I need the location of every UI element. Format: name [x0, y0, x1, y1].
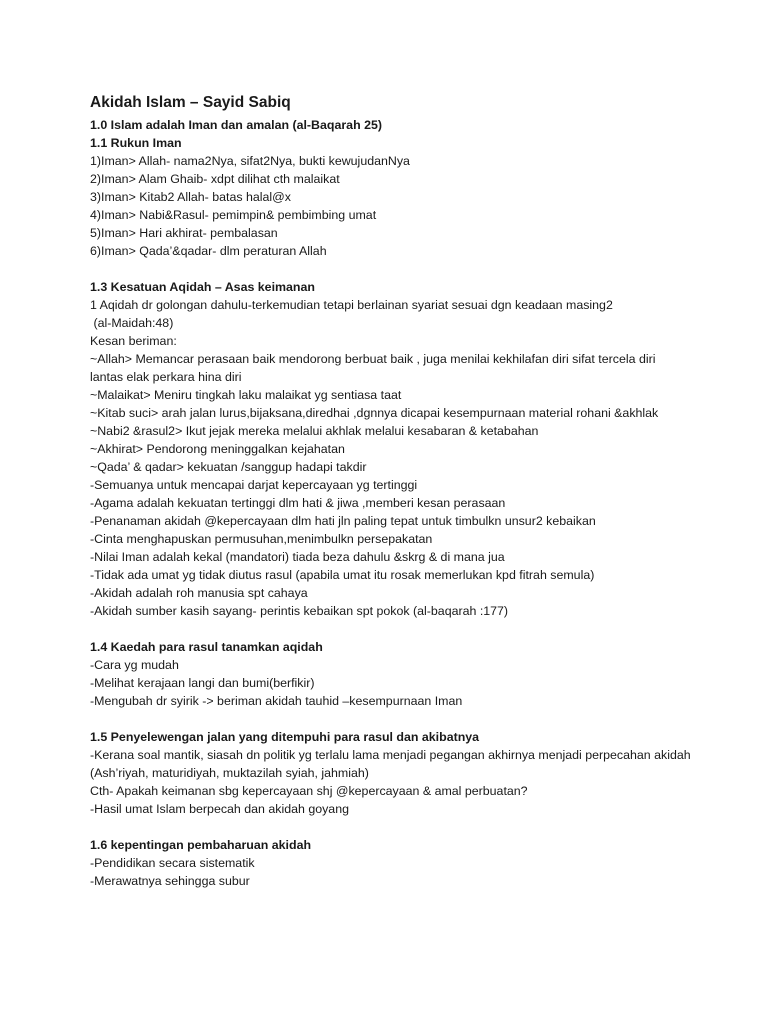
kepentingan-item: -Merawatnya sehingga subur — [90, 874, 250, 888]
kesan-allah: ~Allah> Memancar perasaan baik mendorong berbuat baik , juga menilai kekhilafan diri sifat tercela diri lantas elak perkara hina diri — [90, 352, 656, 384]
kesan-item: -Tidak ada umat yg tidak diutus rasul (apabila umat itu rosak memerlukan kpd fitrah semula) — [90, 568, 595, 582]
penyelewengan-item: -Kerana soal mantik, siasah dn politik yg terlalu lama menjadi pegangan akhirnya menjadi perpecahan akidah — [90, 748, 691, 762]
penyelewengan-item: -Hasil umat Islam berpecah dan akidah goyang — [90, 802, 349, 816]
kesatuan-reference: (al-Maidah:48) — [90, 316, 174, 330]
kaedah-item: -Cara yg mudah — [90, 658, 179, 672]
kesan-item: ~Nabi2 &rasul2> Ikut jejak mereka melalui akhlak melalui kesabaran & ketabahan — [90, 424, 539, 438]
kesan-item: -Penanaman akidah @kepercayaan dlm hati jln paling tepat untuk timbulkn unsur2 kebaikan — [90, 514, 596, 528]
rukun-item: 6)Iman> Qada’&qadar- dlm peraturan Allah — [90, 244, 327, 258]
penyelewengan-item: Cth- Apakah keimanan sbg kepercayaan shj @kepercayaan & amal perbuatan? — [90, 784, 528, 798]
kaedah-item: -Melihat kerajaan langi dan bumi(berfikir) — [90, 676, 315, 690]
rukun-item: 2)Iman> Alam Ghaib- xdpt dilihat cth malaikat — [90, 172, 340, 186]
document-title: Akidah Islam – Sayid Sabiq — [90, 94, 291, 111]
document-page — [90, 92, 750, 890]
heading-1-5: 1.5 Penyelewengan jalan yang ditempuhi para rasul dan akibatnya — [90, 730, 480, 744]
kesan-item: ~Akhirat> Pendorong meninggalkan kejahatan — [90, 442, 345, 456]
kesan-item: -Akidah sumber kasih sayang- perintis kebaikan spt pokok (al-baqarah :177) — [90, 604, 509, 618]
penyelewengan-item: (Ash’riyah, maturidiyah, muktazilah syiah, jahmiah) — [90, 766, 369, 780]
kesan-label: Kesan beriman: — [90, 334, 177, 348]
kesan-item: -Cinta menghapuskan permusuhan,menimbulkn persepakatan — [90, 532, 433, 546]
paragraph-gap — [90, 620, 750, 638]
kesan-item: -Akidah adalah roh manusia spt cahaya — [90, 586, 308, 600]
kesan-item: -Semuanya untuk mencapai darjat kepercayaan yg tertinggi — [90, 478, 418, 492]
rukun-item: 5)Iman> Hari akhirat- pembalasan — [90, 226, 278, 240]
rukun-item: 4)Iman> Nabi&Rasul- pemimpin& pembimbing umat — [90, 208, 377, 222]
kesan-item: ~Malaikat> Meniru tingkah laku malaikat yg sentiasa taat — [90, 388, 402, 402]
kepentingan-item: -Pendidikan secara sistematik — [90, 856, 255, 870]
heading-1-3: 1.3 Kesatuan Aqidah – Asas keimanan — [90, 280, 315, 294]
heading-1-1: 1.1 Rukun Iman — [90, 136, 182, 150]
kesan-item: -Nilai Iman adalah kekal (mandatori) tiada beza dahulu &skrg & di mana jua — [90, 550, 505, 564]
paragraph-gap — [90, 710, 750, 728]
kesan-item: ~Qada’ & qadar> kekuatan /sanggup hadapi takdir — [90, 460, 367, 474]
rukun-item: 3)Iman> Kitab2 Allah- batas halal@x — [90, 190, 291, 204]
paragraph-gap — [90, 260, 750, 278]
kaedah-item: -Mengubah dr syirik -> beriman akidah tauhid –kesempurnaan Iman — [90, 694, 463, 708]
kesan-item: -Agama adalah kekuatan tertinggi dlm hati & jiwa ,memberi kesan perasaan — [90, 496, 506, 510]
heading-1-6: 1.6 kepentingan pembaharuan akidah — [90, 838, 312, 852]
heading-1-0: 1.0 Islam adalah Iman dan amalan (al-Baqarah 25) — [90, 118, 382, 132]
kesatuan-paragraph: 1 Aqidah dr golongan dahulu-terkemudian tetapi berlainan syariat sesuai dgn keadaan masing2 — [90, 298, 613, 312]
heading-1-4: 1.4 Kaedah para rasul tanamkan aqidah — [90, 640, 323, 654]
rukun-item: 1)Iman> Allah- nama2Nya, sifat2Nya, bukti kewujudanNya — [90, 154, 410, 168]
paragraph-gap — [90, 818, 750, 836]
kesan-item: ~Kitab suci> arah jalan lurus,bijaksana,diredhai ,dgnnya dicapai kesempurnaan material rohani &akhlak — [90, 406, 659, 420]
